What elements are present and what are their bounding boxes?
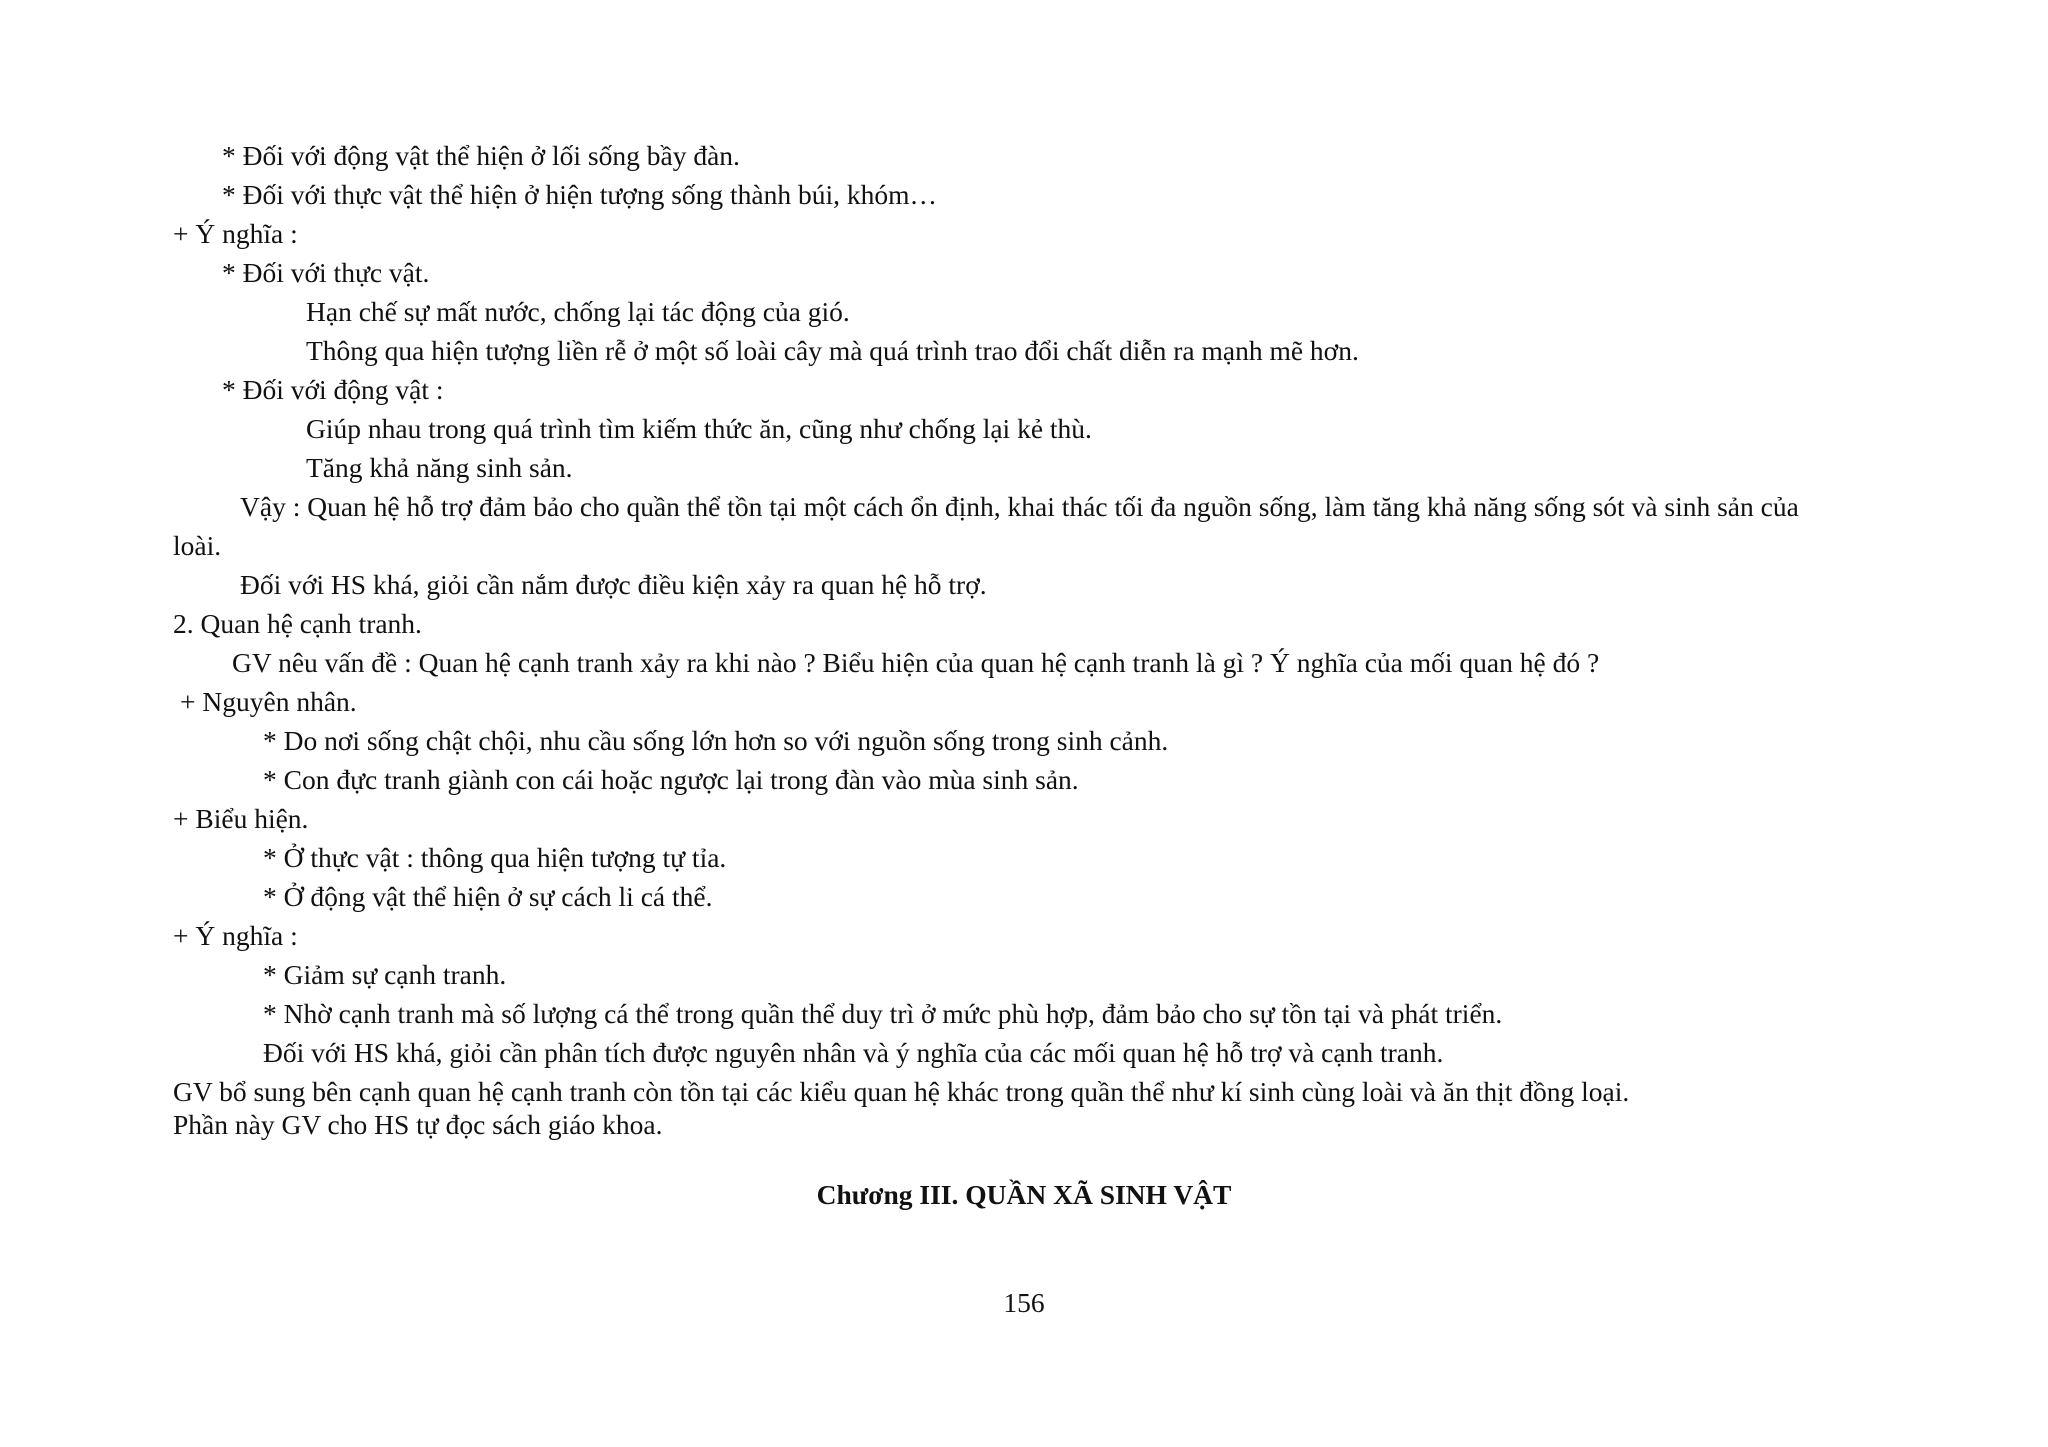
text-line: GV nêu vấn đề : Quan hệ cạnh tranh xảy ra khi nào ? Biểu hiện của quan hệ cạnh tranh là gì ? Ý nghĩa của mối quan hệ đó ? (232, 647, 1600, 678)
text-line: Phần này GV cho HS tự đọc sách giáo khoa. (173, 1109, 663, 1140)
text-line: Đối với HS khá, giỏi cần phân tích được nguyên nhân và ý nghĩa của các mối quan hệ hỗ trợ và cạnh tranh. (263, 1037, 1444, 1068)
text-line: * Nhờ cạnh tranh mà số lượng cá thể trong quần thể duy trì ở mức phù hợp, đảm bảo cho sự tồn tại và phát triển. (263, 998, 1503, 1029)
text-line: + Nguyên nhân. (180, 686, 357, 717)
text-line: Tăng khả năng sinh sản. (306, 452, 573, 483)
text-line: GV bổ sung bên cạnh quan hệ cạnh tranh còn tồn tại các kiểu quan hệ khác trong quần thể như kí sinh cùng loài và ăn thịt đồng loại. (173, 1076, 1630, 1107)
text-line: * Do nơi sống chật chội, nhu cầu sống lớn hơn so với nguồn sống trong sinh cảnh. (263, 725, 1169, 756)
text-line: + Ý nghĩa : (173, 218, 298, 249)
text-line: Đối với HS khá, giỏi cần nắm được điều kiện xảy ra quan hệ hỗ trợ. (240, 569, 987, 600)
text-line: * Đối với thực vật thể hiện ở hiện tượng sống thành búi, khóm… (222, 179, 938, 210)
text-line: * Ở thực vật : thông qua hiện tượng tự tỉa. (263, 842, 727, 873)
text-line: Thông qua hiện tượng liền rễ ở một số loài cây mà quá trình trao đổi chất diễn ra mạnh mẽ hơn. (306, 335, 1359, 366)
text-line: * Đối với động vật thể hiện ở lối sống bầy đàn. (222, 140, 740, 171)
text-line: * Giảm sự cạnh tranh. (263, 959, 507, 990)
text-line: 2. Quan hệ cạnh tranh. (173, 608, 422, 639)
text-line: Vậy : Quan hệ hỗ trợ đảm bảo cho quần thể tồn tại một cách ổn định, khai thác tối đa nguồn sống, làm tăng khả năng sống sót và sinh sản của (240, 491, 1799, 522)
text-line: + Biểu hiện. (173, 803, 309, 834)
text-line: * Ở động vật thể hiện ở sự cách li cá thể. (263, 881, 713, 912)
text-line: * Con đực tranh giành con cái hoặc ngược lại trong đàn vào mùa sinh sản. (263, 764, 1079, 795)
text-line: loài. (173, 530, 222, 561)
text-line: * Đối với động vật : (222, 374, 444, 405)
text-line: Giúp nhau trong quá trình tìm kiếm thức ăn, cũng như chống lại kẻ thù. (306, 413, 1092, 444)
text-line: + Ý nghĩa : (173, 920, 298, 951)
text-line: Hạn chế sự mất nước, chống lại tác động của gió. (306, 296, 850, 327)
chapter-heading: Chương III. QUẦN XÃ SINH VẬT (816, 1179, 1232, 1210)
page-number: 156 (1003, 1287, 1045, 1318)
text-line: * Đối với thực vật. (222, 257, 430, 288)
